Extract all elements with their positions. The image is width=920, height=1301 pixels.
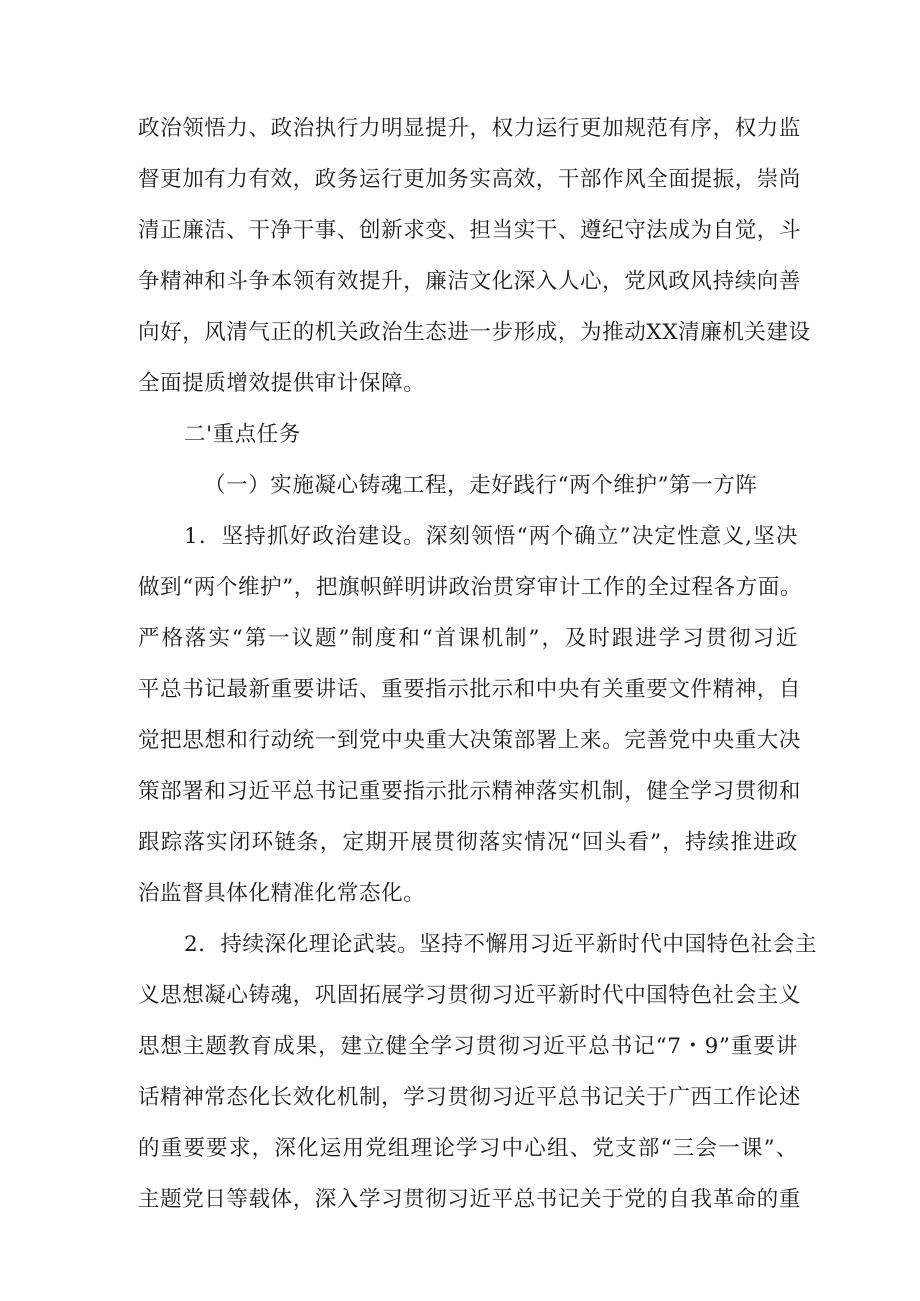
body-line: 跟踪落实闭环链条，定期开展贯彻落实情况“回头看”，持续推进政 bbox=[138, 830, 798, 855]
body-line: 清正廉洁、干净干事、创新求变、担当实干、遵纪守法成为自觉，斗 bbox=[138, 218, 802, 243]
body-line: 思想主题教育成果，建立健全学习贯彻习近平总书记“7・9”重要讲 bbox=[138, 1034, 798, 1059]
body-line: 觉把思想和行动统一到党中央重大决策部署上来。完善党中央重大决 bbox=[138, 728, 802, 753]
body-line: 做到“两个维护”，把旗帜鲜明讲政治贯穿审计工作的全过程各方面。 bbox=[138, 575, 803, 600]
body-line: 全面提质增效提供审计保障。 bbox=[138, 371, 426, 396]
item-2-first-line: 2．持续深化理论武装。坚持不懈用习近平新时代中国特色社会主 bbox=[184, 932, 818, 957]
body-line: 义思想凝心铸魂，巩固拓展学习贯彻习近平新时代中国特色社会主义 bbox=[138, 983, 802, 1008]
body-line: 主题党日等载体，深入学习贯彻习近平总书记关于党的自我革命的重 bbox=[138, 1187, 802, 1212]
section-heading: 二'重点任务 bbox=[184, 422, 302, 447]
body-line: 督更加有力有效，政务运行更加务实高效，干部作风全面提振，崇尚 bbox=[138, 167, 802, 192]
body-line: 严格落实“第一议题”制度和“首课机制”，及时跟进学习贯彻习近 bbox=[138, 626, 798, 651]
body-line: 争精神和斗争本领有效提升，廉洁文化深入人心，党风政风持续向善 bbox=[138, 269, 802, 294]
body-line: 的重要要求，深化运用党组理论学习中心组、党支部“三会一课”、 bbox=[138, 1136, 798, 1161]
subsection-heading: （一）实施凝心铸魂工程，走好践行“两个维护”第一方阵 bbox=[204, 473, 758, 498]
body-line: 向好，风清气正的机关政治生态进一步形成，为推动XX清廉机关建设 bbox=[138, 320, 811, 345]
body-line: 治监督具体化精准化常态化。 bbox=[138, 881, 426, 906]
body-line: 平总书记最新重要讲话、重要指示批示和中央有关重要文件精神，自 bbox=[138, 677, 802, 702]
item-1-first-line: 1．坚持抓好政治建设。深刻领悟“两个确立”决定性意义,坚决 bbox=[184, 524, 798, 549]
body-line: 话精神常态化长效化机制，学习贯彻习近平总书记关于广西工作论述 bbox=[138, 1085, 802, 1110]
body-line: 政治领悟力、政治执行力明显提升，权力运行更加规范有序，权力监 bbox=[138, 116, 802, 141]
body-line: 策部署和习近平总书记重要指示批示精神落实机制，健全学习贯彻和 bbox=[138, 779, 802, 804]
